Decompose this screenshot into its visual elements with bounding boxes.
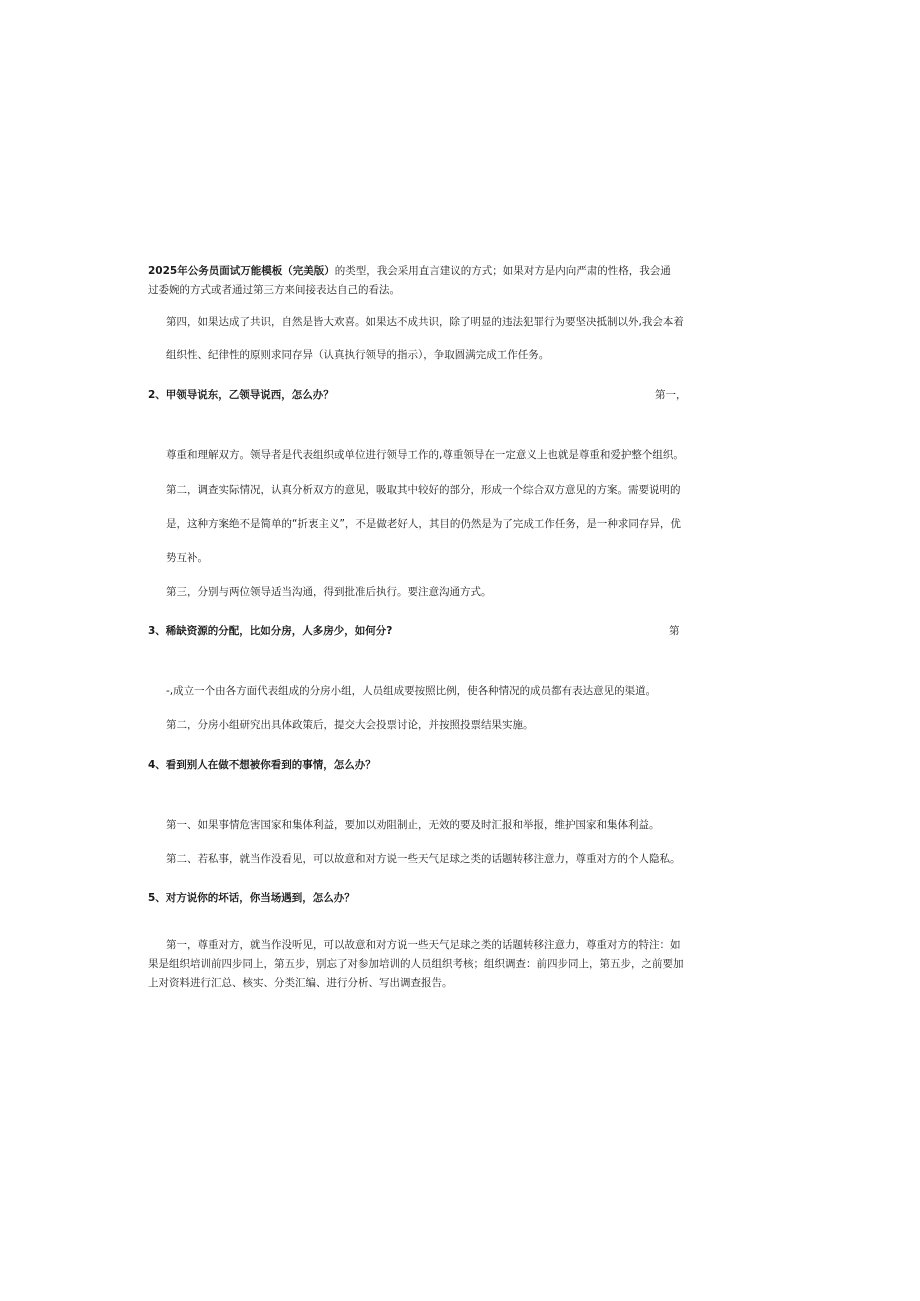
intro-line-1-text: 的类型，我会采用直言建议的方式；如果对方是内向严肃的性格，我会通 bbox=[334, 265, 671, 277]
question-2-paragraph-1: 尊重和理解双方。领导者是代表组织或单位进行领导工作的,尊重领导在一定意义上也就是尊重和爱护整个组织。 bbox=[166, 449, 684, 461]
question-2-trailing-text: 第一， bbox=[655, 389, 687, 401]
question-2-paragraph-2-line-1: 第二，调查实际情况，认真分析双方的意见，吸取其中较好的部分，形成一个综合双方意见的方案。需要说明的 bbox=[166, 484, 681, 496]
question-2-heading: 2、甲领导说东，乙领导说西，怎么办？ bbox=[148, 389, 334, 401]
intro-line-1 bbox=[148, 264, 671, 278]
question-3-paragraph-1: -,成立一个由各方面代表组成的分房小组，人员组成要按照比例，使各种情况的成员都有表达意见的渠道。 bbox=[166, 685, 657, 697]
question-3-trailing-text: 第 bbox=[669, 625, 680, 637]
question-2-paragraph-2-line-2: 是，这种方案绝不是简单的“折衷主义”，不是做老好人，其目的仍然是为了完成工作任务，是一种求同存异，优 bbox=[166, 518, 681, 530]
intro-line-2: 过委婉的方式或者通过第三方来间接表达自己的看法。 bbox=[148, 284, 400, 296]
question-4-heading: 4、看到别人在做不想被你看到的事情，怎么办？ bbox=[148, 759, 376, 771]
para-4-line-1: 第四，如果达成了共识，自然是皆大欢喜。如果达不成共识，除了明显的违法犯罪行为要坚决抵制以外,我会本着 bbox=[166, 316, 684, 328]
question-5-heading: 5、对方说你的坏话，你当场遇到，怎么办？ bbox=[148, 892, 355, 904]
question-2-paragraph-3: 第三，分别与两位领导适当沟通，得到批准后执行。要注意沟通方式。 bbox=[166, 586, 492, 598]
question-5-paragraph-1-line-1: 第一，尊重对方，就当作没听见，可以故意和对方说一些天气足球之类的话题转移注意力，尊重对方的特注：如 bbox=[166, 939, 681, 951]
question-5-paragraph-1-line-3: 上对资料进行汇总、核实、分类汇编、进行分析、写出调查报告。 bbox=[148, 977, 453, 989]
question-3-heading: 3、稀缺资源的分配，比如分房，人多房少，如何分? bbox=[148, 625, 393, 637]
document-title: 2025年公务员面试万能模板（完美版） bbox=[148, 265, 335, 277]
question-2-paragraph-2-line-3: 势互补。 bbox=[166, 552, 208, 564]
para-4-line-2: 组织性、纪律性的原则求同存异（认真执行领导的指示），争取圆满完成工作任务。 bbox=[166, 349, 550, 361]
question-4-paragraph-2: 第二、若私事，就当作没看见，可以故意和对方说一些天气足球之类的话题转移注意力，尊重对方的个人隐私。 bbox=[166, 853, 681, 865]
question-3-paragraph-2: 第二，分房小组研究出具体政策后，提交大会投票讨论，并按照投票结果实施。 bbox=[166, 719, 534, 731]
question-5-paragraph-1-line-2: 果是组织培训前四步同上，第五步，别忘了对参加培训的人员组织考核；组织调查：前四步同上，第五步，之前要加 bbox=[148, 958, 684, 970]
question-4-paragraph-1: 第一、如果事情危害国家和集体利益，要加以劝阻制止，无效的要及时汇报和举报，维护国家和集体利益。 bbox=[166, 819, 660, 831]
